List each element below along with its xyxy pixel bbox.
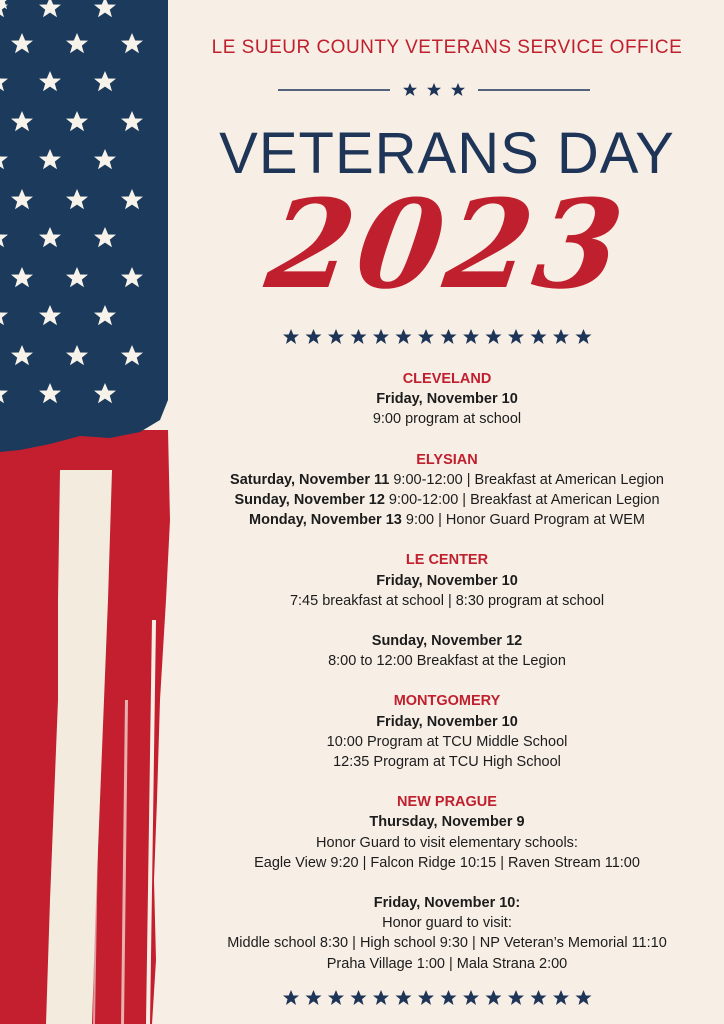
star-icon [328,329,344,344]
star-row-bottom [170,986,724,1010]
star-icon [396,990,412,1005]
event-day: Friday, November 10 [376,713,518,730]
star-icon [463,329,479,344]
flag-canton [0,0,168,452]
star-icon [463,990,479,1005]
star-icon [396,329,412,344]
star-icon [553,990,569,1005]
star-icon [508,990,524,1005]
section-cleveland [170,369,724,430]
star-icon [418,329,434,344]
page-title: VETERANS DAY [219,121,675,186]
section-elysian [170,450,724,531]
event-line: Honor guard to visit: [382,915,512,932]
star-icon [427,83,441,96]
star-icon [373,990,389,1005]
event-schedule [170,369,724,974]
star-icon [441,990,457,1005]
star-icon [531,990,547,1005]
star-icon [351,990,367,1005]
star-icon [306,329,322,344]
event-day: Sunday, November 12 [371,633,523,650]
event-details: 9:00-12:00 | Breakfast at American Legion [389,471,664,488]
star-icon [418,990,434,1005]
poster-content [170,0,724,1024]
star-icon [508,329,524,344]
event-day: Sunday, November 12 [234,492,385,509]
star-icon [486,329,502,344]
event-line: 10:00 Program at TCU Middle School [326,733,568,750]
star-icon [306,990,322,1005]
section-le-center [170,550,724,671]
star-icon [486,990,502,1005]
star-icon [283,990,299,1005]
event-line: Middle school 8:30 | High school 9:30 | NP Veteran’s Memorial 11:10 [227,935,667,952]
town-heading: CLEVELAND [402,371,492,387]
star-icon [328,990,344,1005]
event-row [170,470,724,490]
star-icon [576,329,592,344]
event-day: Saturday, November 11 [230,471,390,488]
event-day: Friday, November 10 [376,391,518,408]
american-flag-graphic [0,0,175,1024]
event-row [170,510,724,530]
event-line: 8:00 to 12:00 Breakfast at the Legion [328,653,566,670]
event-day: Monday, November 13 [249,512,402,529]
star-icon [576,990,592,1005]
star-icon [451,83,465,96]
event-day: Friday, November 10: [373,895,521,912]
town-heading: MONTGOMERY [393,693,501,710]
event-line: Honor Guard to visit elementary schools: [316,834,578,851]
star-icon [553,329,569,344]
event-line: Praha Village 1:00 | Mala Strana 2:00 [326,955,568,972]
event-row [170,490,724,510]
star-row-top [170,325,724,349]
star-icon [373,329,389,344]
event-line: Eagle View 9:20 | Falcon Ridge 10:15 | Raven Stream 11:00 [254,854,640,871]
year-heading: 2023 [259,172,635,316]
star-icon [441,329,457,344]
event-line: 7:45 breakfast at school | 8:30 program at school [289,592,605,609]
event-day: Thursday, November 9 [369,814,525,831]
town-heading: NEW PRAGUE [397,794,497,811]
town-heading: LE CENTER [405,552,489,569]
organization-name: LE SUEUR COUNTY VETERANS SERVICE OFFICE [211,37,683,58]
event-line: 9:00 program at school [372,411,522,428]
event-details: 9:00-12:00 | Breakfast at American Legion [384,492,660,509]
header-divider [170,80,724,100]
star-icon [351,329,367,344]
star-icon [283,329,299,344]
event-day: Friday, November 10 [376,572,518,589]
star-icon [403,83,417,96]
event-details: 9:00 | Honor Guard Program at WEM [401,512,645,529]
town-heading: ELYSIAN [416,451,478,468]
section-new-prague [170,792,724,974]
event-line: 12:35 Program at TCU High School [333,754,561,771]
star-icon [531,329,547,344]
section-montgomery [170,691,724,772]
